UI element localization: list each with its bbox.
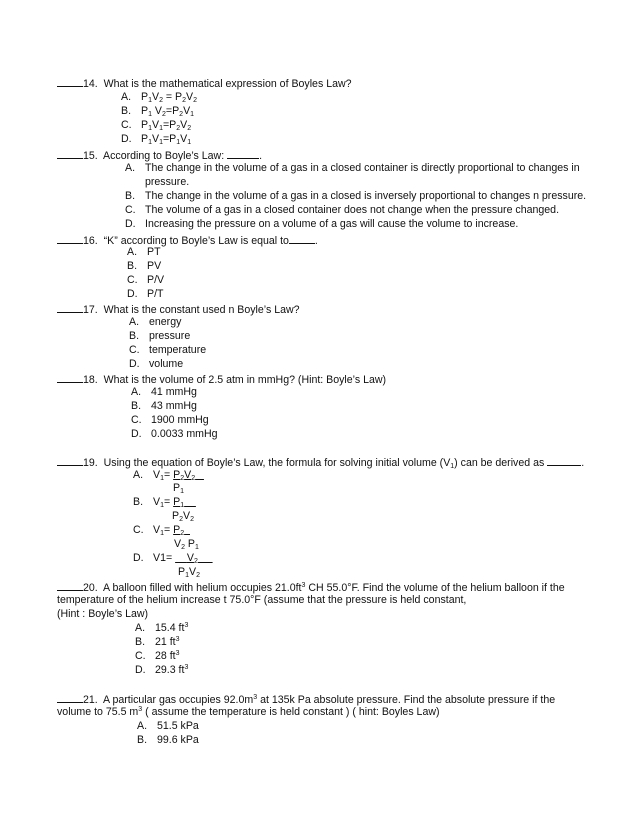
question-text: What is the mathematical expression of Boyles Law?: [103, 78, 352, 90]
option[interactable]: A. $P_1V_2 = P_2V_2$: [121, 91, 197, 104]
answer-blank[interactable]: [57, 233, 83, 244]
option[interactable]: A. $V_1= P_2V_2$: [133, 469, 204, 482]
option[interactable]: D. V1= $V_2$: [133, 552, 213, 565]
question-15: 15. According to Boyle’s Law: .: [57, 148, 262, 163]
answer-blank[interactable]: [57, 76, 83, 87]
option[interactable]: C. 1900 mmHg: [131, 414, 209, 426]
question-number: 20.: [83, 582, 98, 594]
option[interactable]: C. $V_1= P_2$: [133, 524, 190, 537]
answer-blank[interactable]: [57, 692, 83, 703]
question-text-line: temperature of the helium increase t 75.0°F (assume that the pressure is held constant,: [57, 594, 467, 606]
fill-in-blank[interactable]: [227, 148, 259, 159]
question-text: According to Boyle’s Law:: [103, 150, 225, 162]
question-20: 20. A balloon filled with helium occupies $21.0ft^3$ CH 55.0°F. Find the volume of the helium balloon if the: [57, 580, 565, 595]
answer-blank[interactable]: [57, 455, 83, 466]
denominator: $P_2V_2$: [172, 510, 194, 523]
question-number: 16.: [83, 235, 98, 247]
question-text: What is the volume of 2.5 atm in mmHg? (Hint: Boyle’s Law): [103, 374, 387, 386]
option[interactable]: D. 0.0033 mmHg: [131, 428, 218, 440]
question-number: 14.: [83, 78, 98, 90]
question-number: 21.: [83, 694, 98, 706]
option[interactable]: B. 99.6 kPa: [137, 734, 199, 746]
option[interactable]: C. 28 $ft^3$: [135, 650, 180, 662]
option[interactable]: C. temperature: [129, 344, 207, 356]
question-text: What is the constant used n Boyle’s Law?: [103, 304, 300, 316]
denominator: $V_2$ $P_1$: [174, 538, 199, 551]
option[interactable]: A. PT: [127, 246, 161, 258]
option[interactable]: A. 15.4 $ft^3$: [135, 622, 189, 634]
numerator: $V_2$: [186, 552, 198, 565]
option[interactable]: A. 51.5 kPa: [137, 720, 199, 732]
question-hint: (Hint : Boyle’s Law): [57, 608, 149, 620]
question-16: 16. “K” according to Boyle’s Law is equal to .: [57, 233, 318, 248]
answer-blank[interactable]: [57, 302, 83, 313]
question-number: 15.: [83, 150, 98, 162]
option[interactable]: A. 41 mmHg: [131, 386, 197, 398]
answer-blank[interactable]: [57, 372, 83, 383]
fill-in-blank[interactable]: [547, 455, 581, 466]
answer-blank[interactable]: [57, 148, 83, 159]
option[interactable]: B. $V_1= P_1$: [133, 496, 196, 509]
option[interactable]: B. The change in the volume of a gas in a closed is inversely proportional to changes n pressure.: [125, 190, 587, 202]
option[interactable]: C. P/V: [127, 274, 165, 286]
option[interactable]: A. The change in the volume of a gas in a closed container is directly proportional to changes in: [125, 162, 580, 174]
option[interactable]: D. volume: [129, 358, 184, 370]
question-text-line: volume to 75.5 $m^3$ ( assume the temperature is held constant ) ( hint: Boyles Law): [57, 706, 440, 718]
option[interactable]: D. 29.3 $ft^3$: [135, 664, 189, 676]
option[interactable]: D. P/T: [127, 288, 164, 300]
question-19: 19. Using the equation of Boyle’s Law, the formula for solving initial volume $(V_1)$ can be derived as .: [57, 455, 584, 470]
option[interactable]: B. pressure: [129, 330, 191, 342]
question-text: Using the equation of Boyle’s Law, the formula for solving initial volume (V: [103, 457, 451, 469]
question-17: [57, 302, 300, 317]
question-text: “K” according to Boyle’s Law is equal to: [103, 235, 289, 247]
option[interactable]: D. $P_1V_1=P_1V_1$: [121, 133, 192, 146]
question-number: 17.: [83, 304, 98, 316]
fill-in-blank[interactable]: [289, 233, 315, 244]
option[interactable]: C. $P_1V_1=P_2V_2$: [121, 119, 192, 132]
option[interactable]: B. 21 $ft^3$: [135, 636, 180, 648]
option[interactable]: B. $P_1$ $V_2=P_2V_1$: [121, 105, 195, 118]
question-number: 19.: [83, 457, 98, 469]
option[interactable]: A. energy: [129, 316, 182, 328]
denominator: $P_1$: [173, 482, 184, 495]
question-14: [57, 76, 352, 91]
option[interactable]: C. The volume of a gas in a closed container does not change when the pressure changed.: [125, 204, 560, 216]
numerator: $P_2V_2$: [173, 469, 196, 482]
question-number: 18.: [83, 374, 98, 386]
question-18: [57, 372, 386, 387]
option[interactable]: D. Increasing the pressure on a volume of a gas will cause the volume to increase.: [125, 218, 519, 230]
answer-blank[interactable]: [57, 580, 83, 591]
denominator: $P_1V_2$: [178, 566, 200, 579]
option[interactable]: B. PV: [127, 260, 162, 272]
option[interactable]: B. 43 mmHg: [131, 400, 197, 412]
numerator: $P_2$: [173, 524, 185, 537]
numerator: $P_1$: [173, 496, 185, 509]
question-21: 21. A particular gas occupies $92.0m^3$ at 135k Pa absolute pressure. Find the absolute pressure if the: [57, 692, 555, 707]
option-continuation: pressure.: [145, 176, 190, 188]
